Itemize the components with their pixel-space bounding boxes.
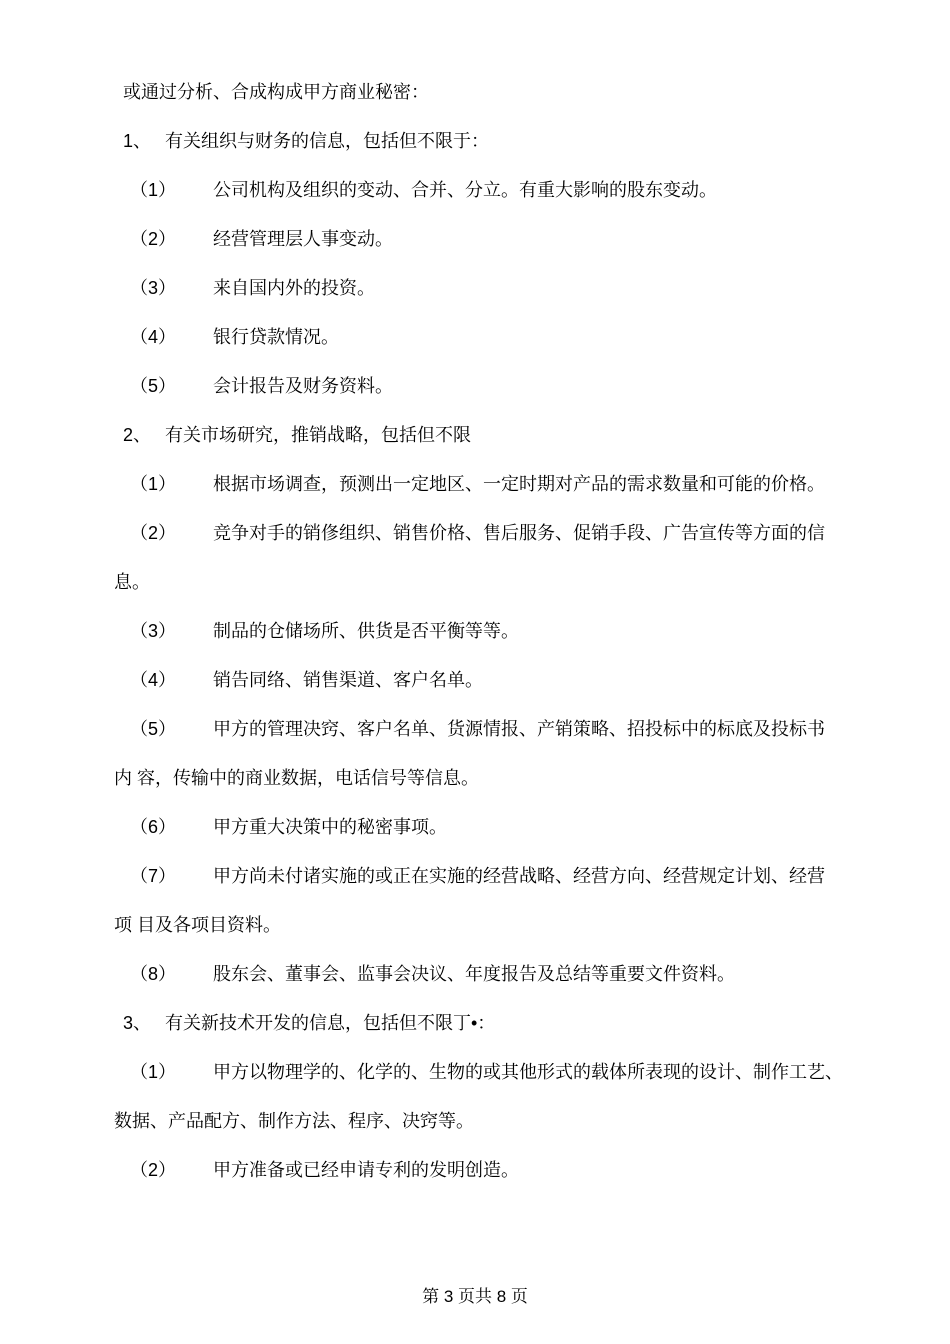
list-marker: （7） [130, 866, 177, 886]
list-marker: 1、 [123, 131, 152, 151]
text-line [0, 999, 950, 1048]
list-marker: （4） [130, 327, 177, 347]
text-line [0, 803, 950, 852]
list-marker: （2） [130, 229, 177, 249]
text-line-content: 甲方以物理学的、化学的、生物的或其他形式的载体所表现的设计、制作工艺、 [213, 1062, 843, 1082]
list-marker: （2） [130, 523, 177, 543]
text-line [0, 509, 950, 558]
text-line [0, 313, 950, 362]
text-line [0, 950, 950, 999]
text-line-content: 根据市场调查，预测出一定地区、一定时期对产品的需求数量和可能的价格。 [213, 474, 825, 494]
text-line [0, 901, 950, 950]
text-line-content: 制品的仓储场所、供货是否平衡等等。 [213, 621, 519, 641]
text-line-content: 经营管理层人事变动。 [213, 229, 393, 249]
text-line-content: 或通过分析、合成构成甲方商业秘密： [123, 82, 429, 102]
list-marker: （8） [130, 964, 177, 984]
text-line-content: 有关市场研究，推销战略，包括但不限 [165, 425, 471, 445]
text-line [0, 1146, 950, 1195]
text-line [0, 558, 950, 607]
text-line-content: 息。 [114, 572, 150, 592]
text-line [0, 68, 950, 117]
text-line-content: 竞争对手的销俢组织、销售价格、售后服务、促销手段、广告宣传等方面的信 [213, 523, 825, 543]
text-line-content: 甲方重大决策中的秘密事项。 [213, 817, 447, 837]
text-line [0, 117, 950, 166]
text-line-content: 银行贷款情况。 [213, 327, 339, 347]
text-line [0, 411, 950, 460]
text-line [0, 1097, 950, 1146]
text-line-content: 项 目及各项目资料。 [114, 915, 282, 935]
text-line-content: 有关组织与财务的信息，包括但不限于： [165, 131, 489, 151]
list-marker: 3、 [123, 1013, 152, 1033]
text-line [0, 264, 950, 313]
text-line [0, 607, 950, 656]
text-line-content: 甲方尚未付诸实施的或正在实施的经营战略、经营方向、经营规定计划、经营 [213, 866, 825, 886]
list-marker: （3） [130, 278, 177, 298]
list-marker: （1） [130, 180, 177, 200]
page-number-text: 第 3 页共 8 页 [422, 1287, 528, 1306]
text-line-content: 股东会、董事会、监事会决议、年度报告及总结等重要文件资料。 [213, 964, 735, 984]
text-line-content: 数据、产品配方、制作方法、程序、决窍等。 [114, 1111, 474, 1131]
list-marker: （5） [130, 719, 177, 739]
text-line [0, 656, 950, 705]
list-marker: （2） [130, 1160, 177, 1180]
text-line [0, 362, 950, 411]
text-line-content: 内 容，传输中的商业数据，电话信号等信息。 [114, 768, 479, 788]
list-marker: （4） [130, 670, 177, 690]
text-line [0, 1048, 950, 1097]
list-marker: （1） [130, 1062, 177, 1082]
text-line-content: 会计报告及财务资料。 [213, 376, 393, 396]
text-line [0, 215, 950, 264]
list-marker: （5） [130, 376, 177, 396]
list-marker: （3） [130, 621, 177, 641]
list-marker: （6） [130, 817, 177, 837]
text-line [0, 754, 950, 803]
text-line-content: 有关新技术开发的信息，包括但不限丁•： [165, 1013, 496, 1033]
text-line-content: 甲方的管理决窍、客户名单、货源情报、产销策略、招投标中的标底及投标书 [213, 719, 825, 739]
list-marker: 2、 [123, 425, 152, 445]
text-line [0, 705, 950, 754]
text-line-content: 销告同络、销售渠道、客户名单。 [213, 670, 483, 690]
text-line [0, 852, 950, 901]
list-marker: （1） [130, 474, 177, 494]
text-line-content: 公司机构及组织的变动、合并、分立。有重大影响的股东变动。 [213, 180, 717, 200]
text-line-content: 来自国内外的投资。 [213, 278, 375, 298]
page-footer [0, 1272, 950, 1321]
text-line [0, 460, 950, 509]
text-line-content: 甲方准备或已经申请专利的发明创造。 [213, 1160, 519, 1180]
text-line [0, 166, 950, 215]
